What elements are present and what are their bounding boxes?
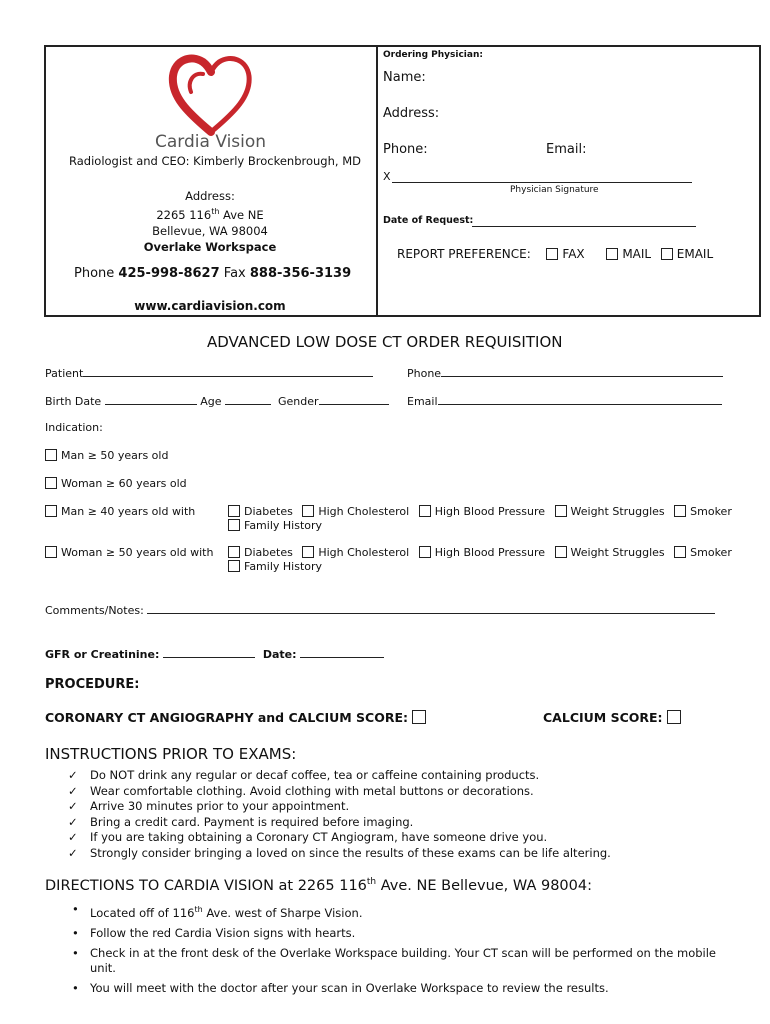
clinic-fax: 888-356-3139 bbox=[249, 266, 352, 281]
procedure-heading: PROCEDURE: bbox=[45, 677, 140, 692]
clinic-phone: 425-998-8627 bbox=[118, 266, 220, 281]
woman50-diabetes-checkbox[interactable] bbox=[228, 546, 240, 558]
woman50-blood-pressure-checkbox[interactable] bbox=[419, 546, 431, 558]
city-line: Bellevue, WA 98004 bbox=[152, 223, 268, 238]
woman-50-checkbox[interactable] bbox=[45, 546, 57, 558]
logo-name: Cardia Vision bbox=[155, 132, 267, 152]
woman50-smoker-checkbox[interactable] bbox=[674, 546, 686, 558]
report-fax-checkbox[interactable] bbox=[546, 248, 558, 260]
direction-item: • Follow the red Cardia Vision signs with hearts. bbox=[72, 925, 356, 940]
man-50-checkbox[interactable] bbox=[45, 449, 57, 461]
woman-50-risk-factors: Diabetes High Cholesterol High Blood Pressure Weight Struggles Smoker Family History bbox=[228, 546, 738, 574]
report-mail-checkbox[interactable] bbox=[606, 248, 618, 260]
header-divider bbox=[376, 45, 378, 317]
man-40-risk-factors: Diabetes High Cholesterol High Blood Pressure Weight Struggles Smoker Family History bbox=[228, 505, 738, 533]
patient-email-field[interactable]: Email bbox=[407, 393, 722, 408]
checkmark-icon: ✓ bbox=[68, 845, 78, 860]
woman50-weight-checkbox[interactable] bbox=[555, 546, 567, 558]
phone-fax-line: Phone 425-998-8627 Fax 888-356-3139 bbox=[74, 266, 352, 281]
direction-item: • Check in at the front desk of the Overlake Workspace building. Your CT scan will be performed on the mobile unit. bbox=[72, 945, 716, 975]
checkmark-icon: ✓ bbox=[68, 830, 78, 844]
physician-email-label: Email: bbox=[546, 142, 587, 157]
signature-line[interactable] bbox=[392, 170, 692, 183]
instruction-item: ✓ Wear comfortable clothing. Avoid clothing with metal buttons or decorations. bbox=[68, 783, 534, 798]
indication-man-40[interactable]: Man ≥ 40 years old with bbox=[45, 505, 195, 518]
bullet-icon: • bbox=[72, 980, 79, 995]
bullet-icon: • bbox=[72, 902, 79, 916]
checkmark-icon: ✓ bbox=[68, 783, 78, 798]
man40-family-history-checkbox[interactable] bbox=[228, 519, 240, 531]
report-preference: REPORT PREFERENCE: FAX MAIL EMAIL bbox=[397, 247, 714, 261]
birth-age-gender-fields[interactable]: Birth Date Age Gender bbox=[45, 393, 389, 408]
indication-man-50[interactable]: Man ≥ 50 years old bbox=[45, 449, 168, 462]
procedure-cta-option[interactable]: CORONARY CT ANGIOGRAPHY and CALCIUM SCORE: bbox=[45, 710, 430, 725]
report-preference-label: REPORT PREFERENCE: bbox=[397, 247, 531, 261]
ceo-line: Radiologist and CEO: Kimberly Brockenbrough, MD bbox=[69, 154, 361, 168]
checkmark-icon: ✓ bbox=[68, 799, 78, 813]
woman50-family-history-checkbox[interactable] bbox=[228, 560, 240, 572]
date-of-request-label: Date of Request: bbox=[383, 215, 474, 226]
instruction-item: ✓ If you are taking obtaining a Coronary CT Angiogram, have someone drive you. bbox=[68, 830, 548, 844]
instruction-item: ✓ Bring a credit card. Payment is required before imaging. bbox=[68, 814, 414, 829]
man40-diabetes-checkbox[interactable] bbox=[228, 505, 240, 517]
physician-phone-label: Phone: bbox=[383, 142, 428, 157]
cta-calcium-checkbox[interactable] bbox=[412, 710, 426, 724]
procedure-calcium-option[interactable]: CALCIUM SCORE: bbox=[543, 710, 685, 725]
instructions-heading: INSTRUCTIONS PRIOR TO EXAMS: bbox=[45, 745, 297, 763]
man40-cholesterol-checkbox[interactable] bbox=[302, 505, 314, 517]
woman50-cholesterol-checkbox[interactable] bbox=[302, 546, 314, 558]
man40-smoker-checkbox[interactable] bbox=[674, 505, 686, 517]
indication-label: Indication: bbox=[45, 421, 103, 434]
gfr-field[interactable]: GFR or Creatinine: Date: bbox=[45, 646, 384, 661]
date-of-request-field[interactable] bbox=[472, 214, 696, 227]
form-title: ADVANCED LOW DOSE CT ORDER REQUISITION bbox=[207, 333, 563, 351]
instruction-item: ✓ Strongly consider bringing a loved on since the results of these exams can be life altering. bbox=[68, 845, 611, 860]
calcium-score-checkbox[interactable] bbox=[667, 710, 681, 724]
physician-name-label: Name: bbox=[383, 70, 426, 85]
clinic-address bbox=[44, 188, 376, 255]
man40-blood-pressure-checkbox[interactable] bbox=[419, 505, 431, 517]
ordering-physician-label: Ordering Physician: bbox=[383, 50, 483, 60]
checkmark-icon: ✓ bbox=[68, 768, 78, 782]
bullet-icon: • bbox=[72, 925, 79, 940]
instruction-item: ✓ Do NOT drink any regular or decaf coffee, tea or caffeine containing products. bbox=[68, 768, 540, 782]
checkmark-icon: ✓ bbox=[68, 814, 78, 829]
heart-logo-icon bbox=[165, 52, 257, 136]
man-40-checkbox[interactable] bbox=[45, 505, 57, 517]
directions-list bbox=[66, 902, 722, 1001]
building-name: Overlake Workspace bbox=[143, 239, 277, 254]
signature-caption: Physician Signature bbox=[510, 185, 599, 195]
woman-60-checkbox[interactable] bbox=[45, 477, 57, 489]
signature-x: X bbox=[383, 170, 391, 183]
bullet-icon: • bbox=[72, 945, 79, 960]
indication-woman-50[interactable]: Woman ≥ 50 years old with bbox=[45, 546, 213, 559]
instructions-list bbox=[66, 768, 706, 861]
direction-item: • Located off of 116th Ave. west of Sharpe Vision. bbox=[72, 902, 363, 920]
man40-weight-checkbox[interactable] bbox=[555, 505, 567, 517]
address-label: Address: bbox=[185, 189, 235, 203]
direction-item: • You will meet with the doctor after your scan in Overlake Workspace to review the results. bbox=[72, 980, 609, 995]
instruction-item: ✓ Arrive 30 minutes prior to your appointment. bbox=[68, 799, 350, 813]
comments-field[interactable]: Comments/Notes: bbox=[45, 602, 715, 617]
website-link[interactable]: www.cardiavision.com bbox=[134, 299, 286, 313]
patient-field[interactable]: Patient bbox=[45, 365, 373, 380]
physician-address-label: Address: bbox=[383, 106, 440, 121]
street-line: 2265 116th Ave NE bbox=[156, 207, 264, 222]
report-email-checkbox[interactable] bbox=[661, 248, 673, 260]
directions-heading: DIRECTIONS TO CARDIA VISION at 2265 116th Ave. NE Bellevue, WA 98004: bbox=[45, 877, 592, 894]
patient-phone-field[interactable]: Phone bbox=[407, 365, 723, 380]
indication-woman-60[interactable]: Woman ≥ 60 years old bbox=[45, 477, 187, 490]
